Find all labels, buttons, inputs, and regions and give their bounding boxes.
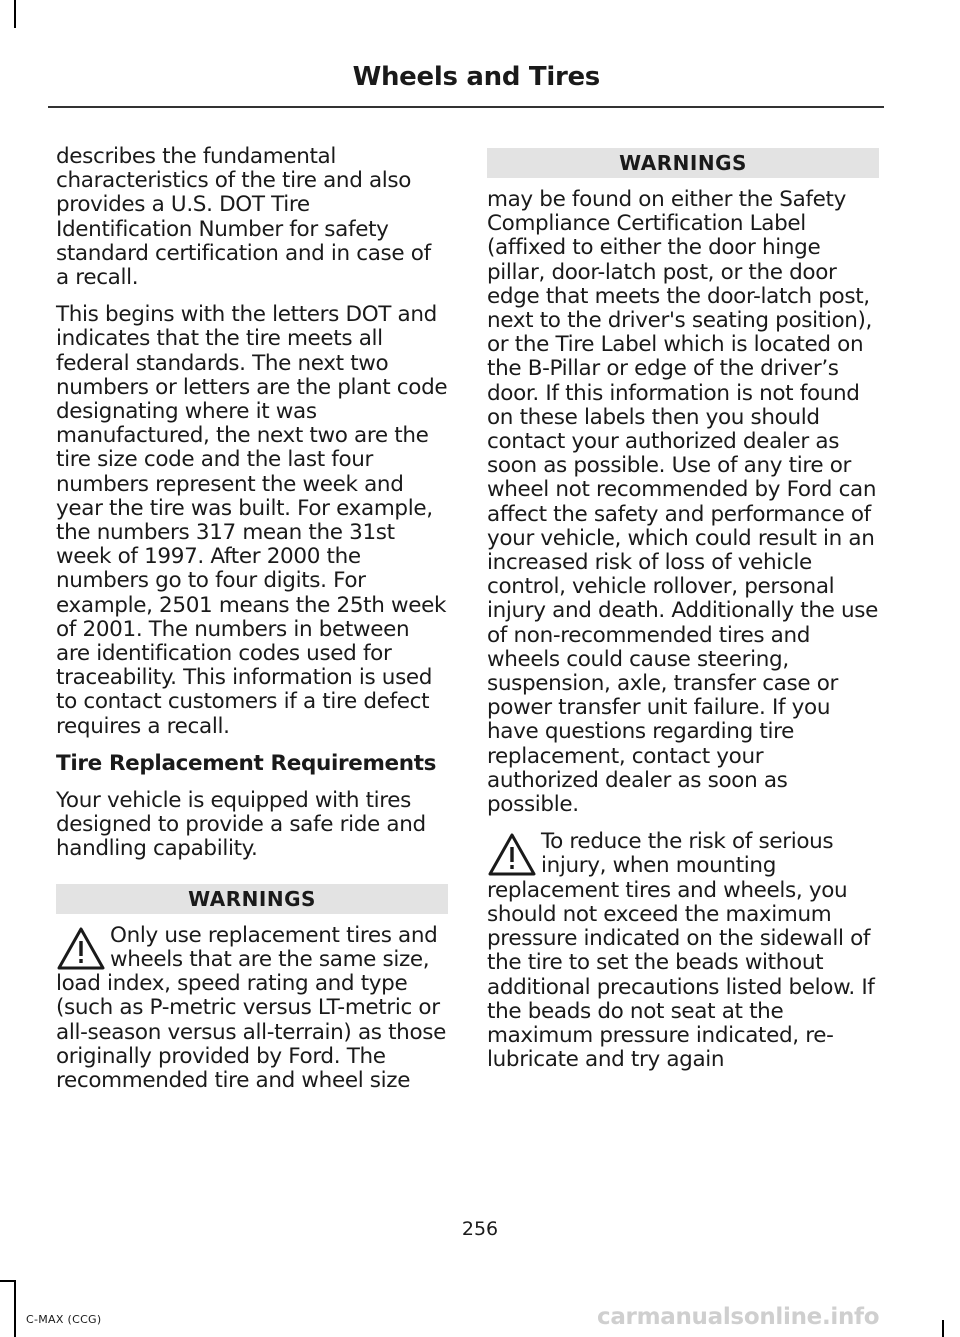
crop-mark <box>14 0 16 28</box>
warning-block <box>56 924 448 1093</box>
paragraph: This begins with the letters DOT and indicates that the tire meets all federal standards. The next two numbers or letters are the plant code designating where it was manufactured, the next two are the tire size code and the last four numbers represent the week and year the tire was built. For example, the numbers 317 mean the 31st week of 1997. After 2000 the numbers go to four digits. For example, 2501 means the 25th week of 2001. The numbers in between are identification codes used for traceability. This information is used to contact customers if a tire defect requires a recall. <box>56 302 448 739</box>
warning-text: To reduce the risk of serious injury, when mounting replacement tires and wheels, you should not exceed the maximum pressure indicated on the sidewall of the tire to set the beads without additional precautions listed below. If the beads do not seat at the maximum pressure indicated, re-lubricate and try again <box>487 829 875 1073</box>
crop-mark <box>0 1280 14 1282</box>
header-divider <box>48 106 884 108</box>
paragraph: describes the fundamental characteristics of the tire and also provides a U.S. DOT Tire Identification Number for safety standard certification and in case of a recall. <box>56 144 431 291</box>
page-title: Wheels and Tires <box>352 62 600 92</box>
page-number: 256 <box>461 1218 499 1240</box>
paragraph: may be found on either the Safety Compliance Certification Label (affixed to either the door hinge pillar, door-latch post, or the door edge that meets the door-latch post, next to the driver's seating position), or the Tire Label which is located on the B-Pillar or edge of the driver’s door. If this information is not found on these labels then you should contact your authorized dealer as soon as possible. Use of any tire or wheel not recommended by Ford can affect the safety and performance of your vehicle, which could result in an increased risk of loss of vehicle control, vehicle rollover, personal injury and death. Additionally the use of non-recommended tires and wheels could cause steering, suspension, axle, transfer case or power transfer unit failure. If you have questions regarding tire replacement, contact your authorized dealer as soon as possible. <box>487 187 878 818</box>
left-column <box>56 145 448 1106</box>
warnings-banner: WARNINGS <box>56 884 448 914</box>
warning-triangle-icon <box>487 832 537 878</box>
footer-model-label: C-MAX (CCG) <box>26 1313 102 1326</box>
right-column <box>487 145 879 1085</box>
paragraph: Your vehicle is equipped with tires designed to provide a safe ride and handling capability. <box>56 788 426 862</box>
section-heading: Tire Replacement Requirements <box>56 750 437 776</box>
crop-mark <box>14 1280 16 1337</box>
warning-text: Only use replacement tires and wheels that are the same size, load index, speed rating and type (such as P-metric versus LT-metric or all-season versus all-terrain) as those originally provided by Ford. The recommended tire and wheel size <box>56 922 446 1093</box>
warnings-banner: WARNINGS <box>487 148 879 178</box>
crop-mark <box>942 1320 944 1337</box>
warning-block <box>487 830 879 1072</box>
warning-triangle-icon <box>56 926 106 972</box>
watermark: carmanualsonline.info <box>597 1304 880 1330</box>
